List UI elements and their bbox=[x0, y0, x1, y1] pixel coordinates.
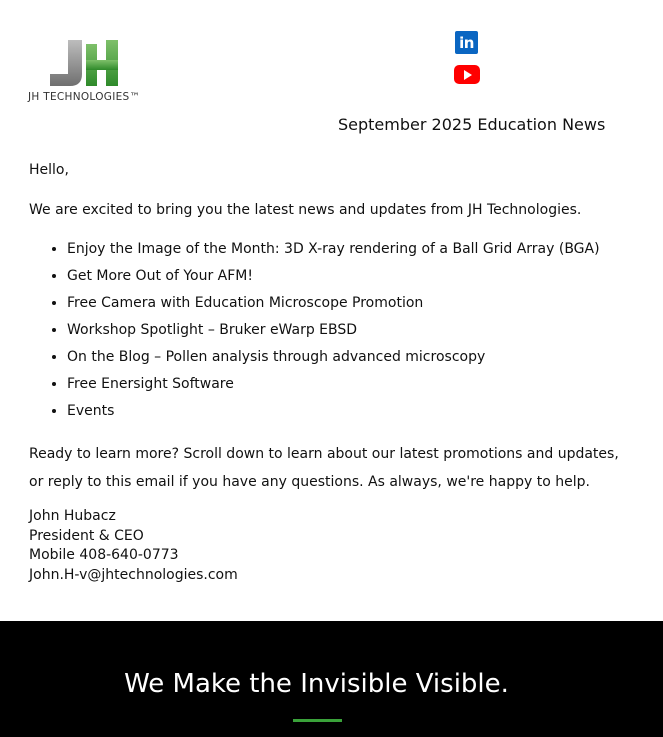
list-item[interactable]: • Get More Out of Your AFM! bbox=[67, 263, 600, 290]
jh-logo-mark bbox=[48, 40, 120, 86]
linkedin-glyph: in bbox=[459, 34, 474, 52]
youtube-play-glyph bbox=[464, 70, 472, 80]
signature-mobile: Mobile 408-640-0773 bbox=[29, 547, 179, 563]
newsletter-headline: September 2025 Education News bbox=[338, 115, 606, 134]
list-item[interactable]: • Events bbox=[67, 398, 600, 425]
closing-line-2: or reply to this email if you have any questions. As always, we're happy to help. bbox=[29, 474, 590, 490]
list-item[interactable]: • On the Blog – Pollen analysis through advanced microscopy bbox=[67, 344, 600, 371]
footer-accent-divider bbox=[293, 719, 342, 722]
jh-technologies-logo[interactable] bbox=[28, 40, 148, 106]
signature-block bbox=[29, 507, 238, 585]
closing-line-1: Ready to learn more? Scroll down to learn about our latest promotions and updates, bbox=[29, 446, 619, 462]
list-item[interactable]: • Free Camera with Education Microscope Promotion bbox=[67, 290, 600, 317]
list-item[interactable]: • Free Enersight Software bbox=[67, 371, 600, 398]
news-list bbox=[29, 236, 600, 425]
list-item[interactable]: • Enjoy the Image of the Month: 3D X-ray rendering of a Ball Grid Array (BGA) bbox=[67, 236, 600, 263]
list-item[interactable]: • Workshop Spotlight – Bruker eWarp EBSD bbox=[67, 317, 600, 344]
signature-email-link[interactable]: John.H-v@jhtechnologies.com bbox=[29, 566, 238, 583]
footer-tagline: We Make the Invisible Visible. bbox=[124, 669, 509, 699]
logo-wordmark: JH TECHNOLOGIES™ bbox=[28, 91, 141, 103]
closing-paragraph bbox=[29, 440, 649, 496]
linkedin-icon[interactable] bbox=[455, 31, 478, 54]
youtube-icon[interactable] bbox=[454, 65, 480, 84]
footer-banner bbox=[0, 621, 663, 737]
intro-text: We are excited to bring you the latest news and updates from JH Technologies. bbox=[29, 202, 582, 218]
signature-title: President & CEO bbox=[29, 527, 144, 544]
signature-name: John Hubacz bbox=[29, 508, 116, 524]
greeting-text: Hello, bbox=[29, 162, 69, 178]
